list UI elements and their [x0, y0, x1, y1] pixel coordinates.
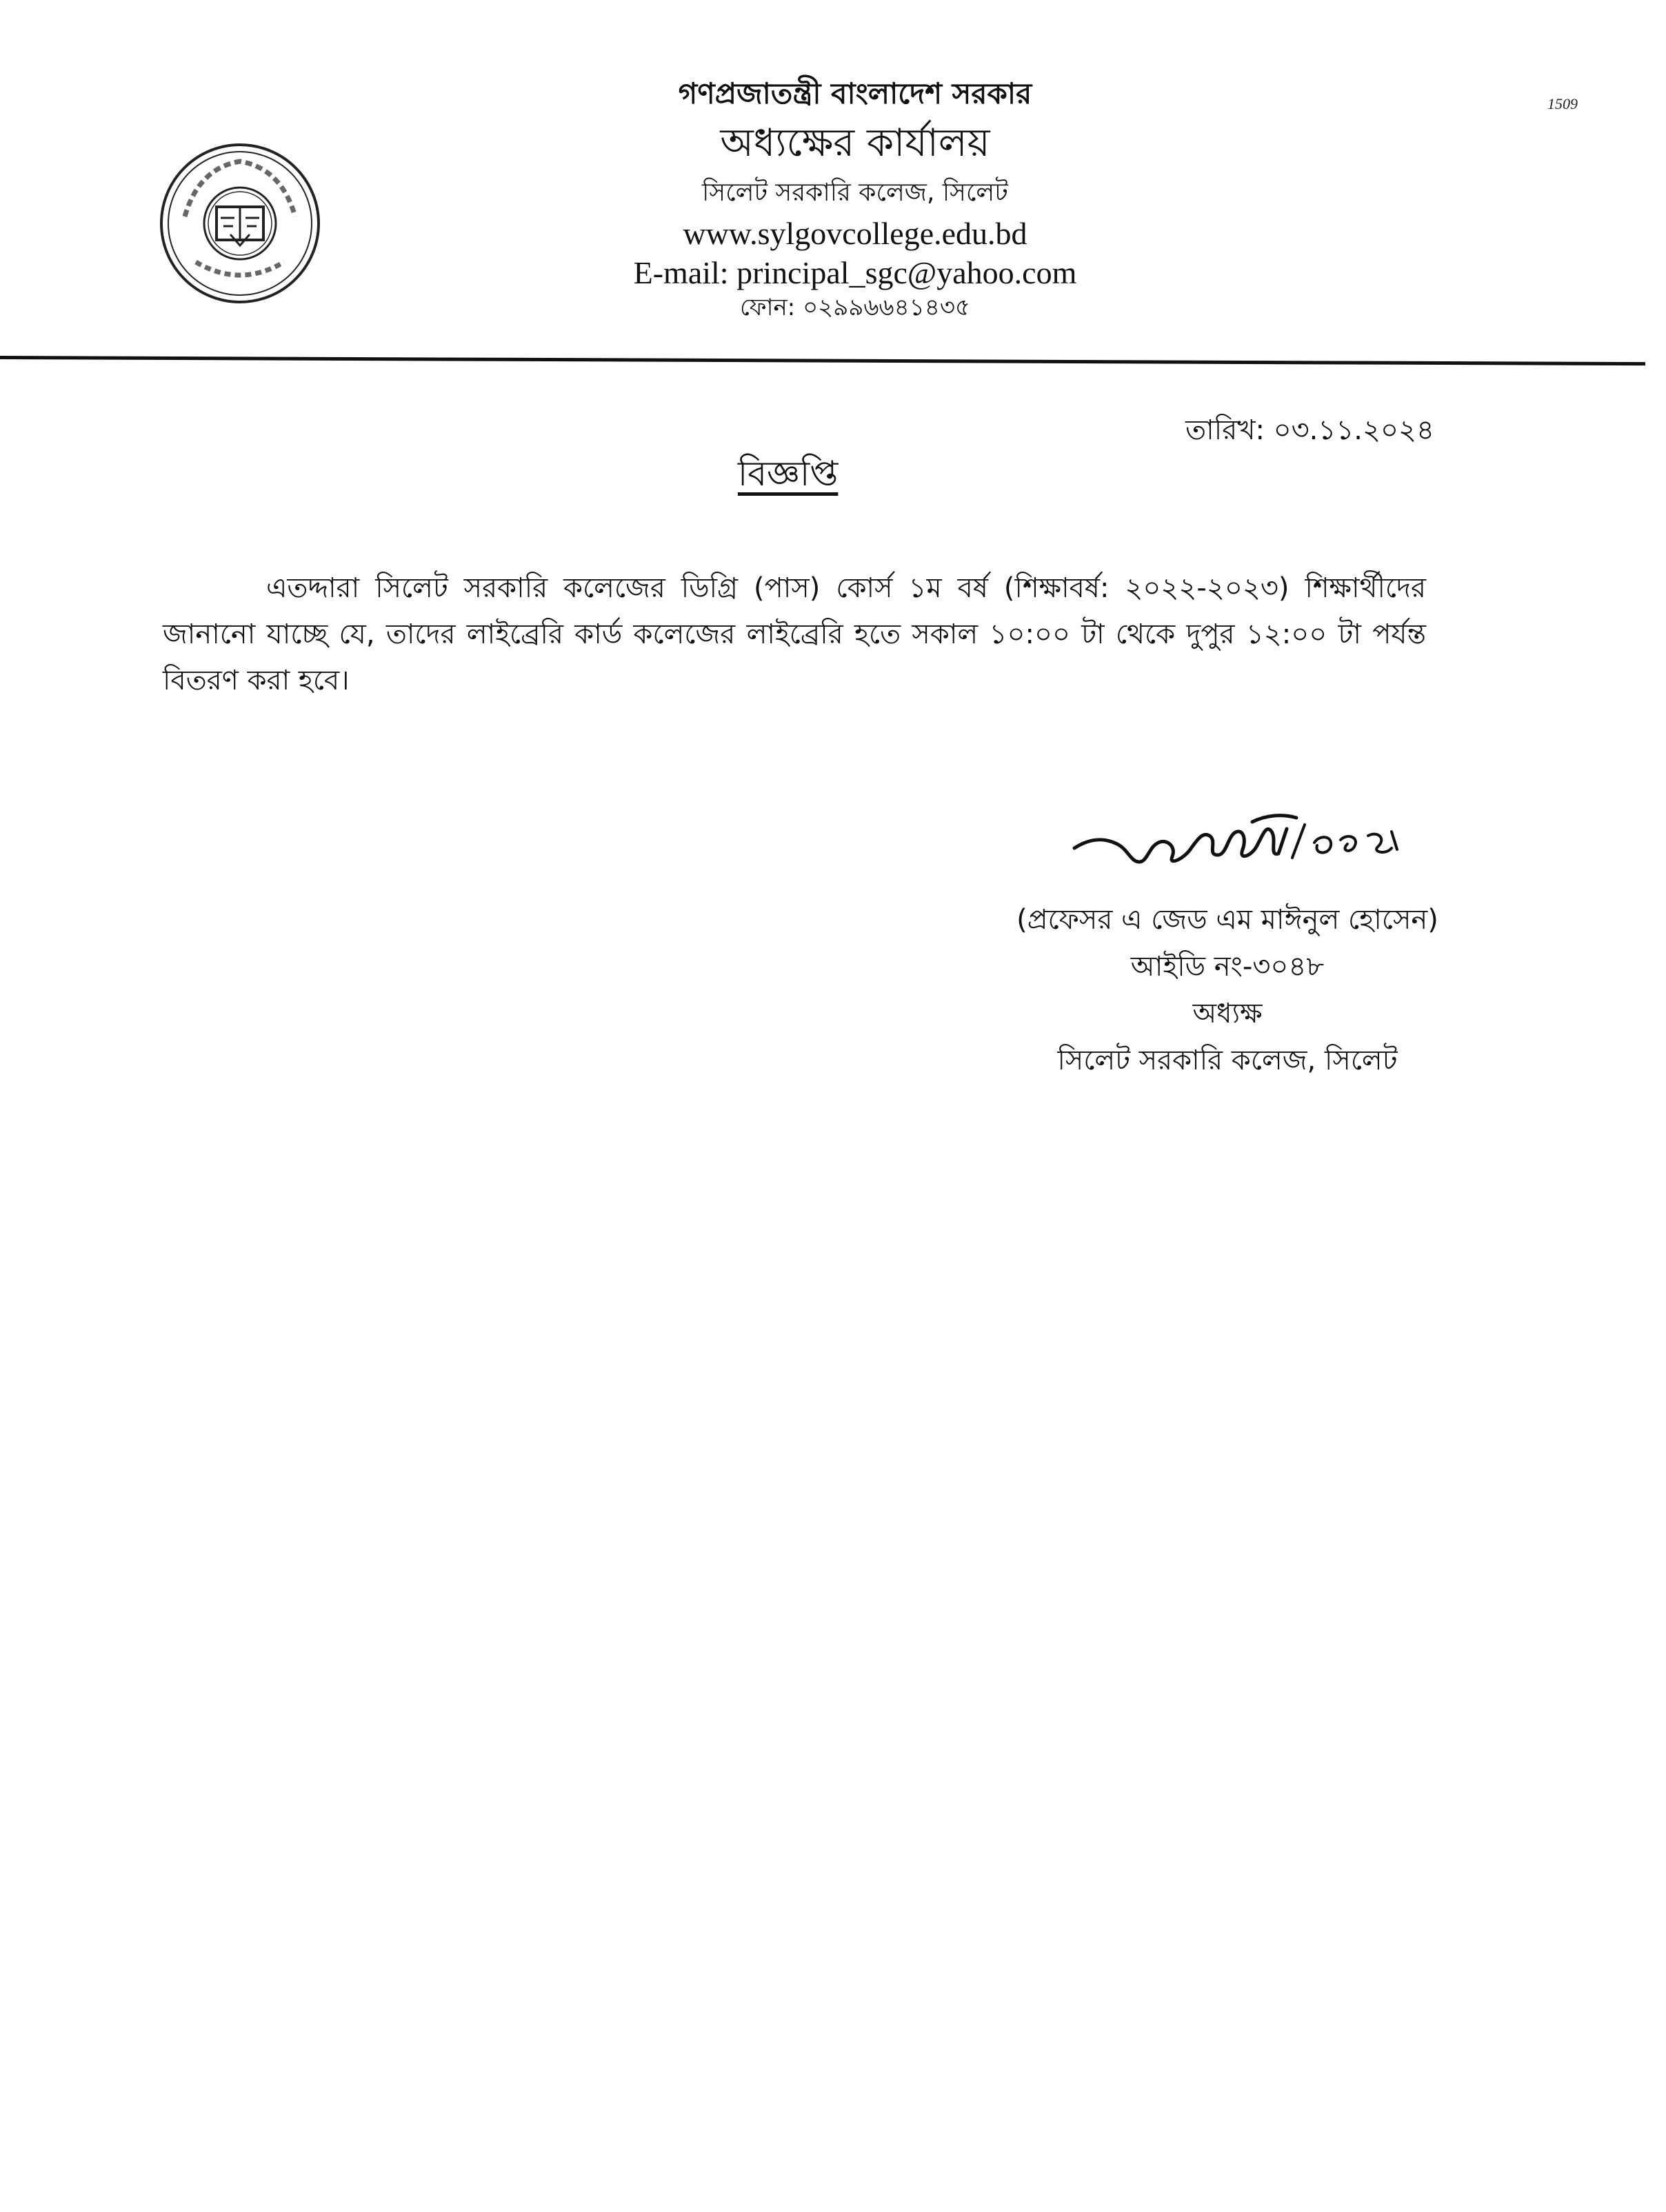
header-divider — [0, 356, 1645, 365]
college-seal-icon — [157, 141, 323, 306]
signer-id: আইডি নং-৩০৪৮ — [1130, 951, 1325, 983]
notice-date: তারিখ: ০৩.১১.২০২৪ — [1185, 414, 1434, 446]
signer-name: (প্রফেসর এ জেড এম মাঈনুল হোসেন) — [1016, 904, 1438, 936]
phone: ফোন: ০২৯৯৬৬৪১৪৩৫ — [740, 293, 970, 321]
notice-title: বিজ্ঞপ্তি — [738, 454, 839, 494]
email: E-mail: principal_sgc@yahoo.com — [633, 255, 1077, 290]
signer-designation: অধ্যক্ষ — [1192, 998, 1263, 1029]
page-number: 1509 — [1547, 95, 1578, 112]
office-name: অধ্যক্ষের কার্যালয় — [720, 120, 990, 165]
letterhead — [345, 76, 1365, 322]
college-name: সিলেট সরকারি কলেজ, সিলেট — [702, 178, 1008, 207]
signer-college: সিলেট সরকারি কলেজ, সিলেট — [1057, 1045, 1398, 1076]
signature-icon — [1062, 804, 1434, 887]
website: www.sylgovcollege.edu.bd — [683, 215, 1027, 251]
notice-body: এতদ্দারা সিলেট সরকারি কলেজের ডিগ্রি (পাস) কোর্স ১ম বর্ষ (শিক্ষাবর্ষ: ২০২২-২০২৩) শিক্ষার্থীদের জানানো যাচ্ছে যে, তাদের লাইব্রেরি কার্ড কলেজের লাইব্রেরি হতে সকাল ১০:০০ টা থেকে দুপুর ১২:০০ টা পর্যন্ত বিতরণ করা হবে। — [163, 572, 1426, 696]
signer-block — [896, 896, 1558, 1084]
government-name: গণপ্রজাতন্ত্রী বাংলাদেশ সরকার — [678, 77, 1032, 110]
